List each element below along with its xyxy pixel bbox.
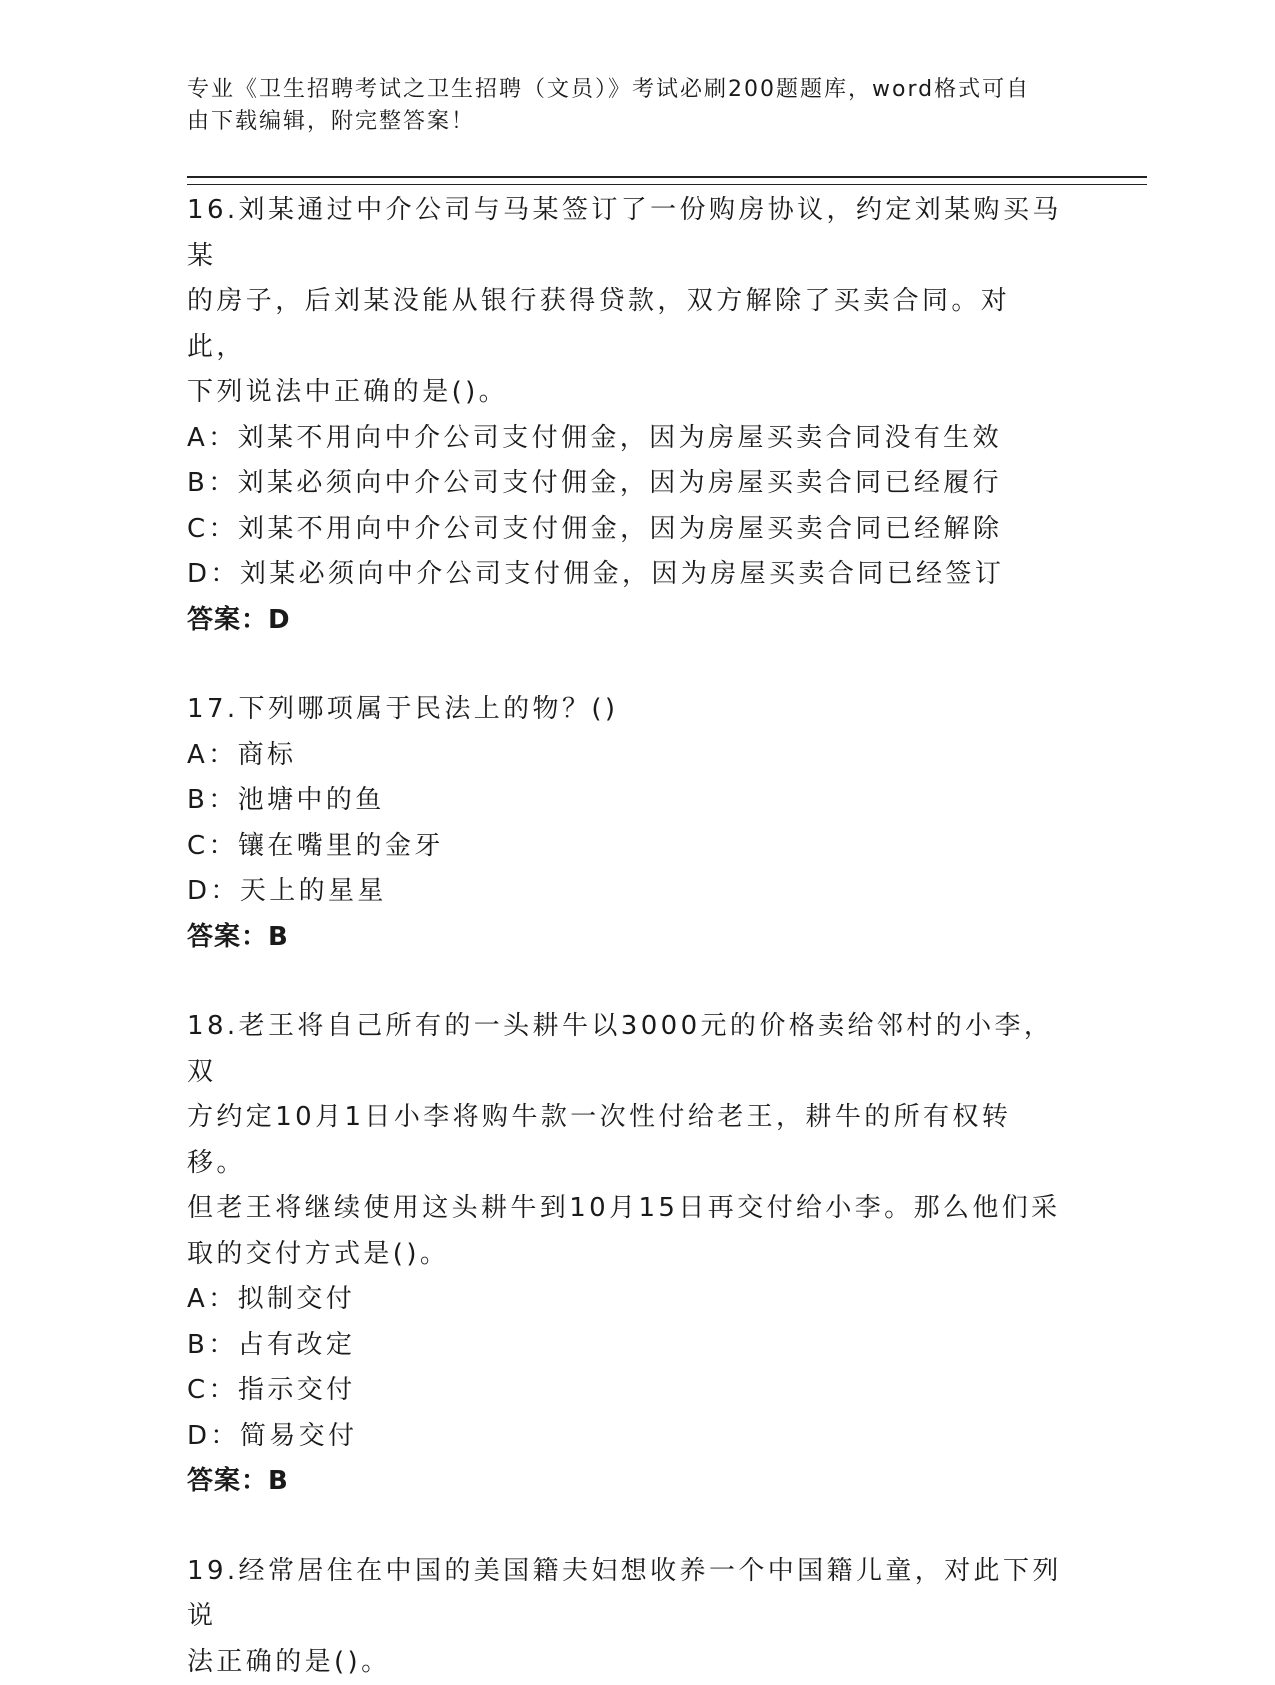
question-17	[187, 687, 1107, 960]
question-stem-line: 的房子，后刘某没能从银行获得贷款，双方解除了买卖合同。对此，	[187, 279, 1067, 370]
question-stem-line: 但老王将继续使用这头耕牛到10月15日再交付给小李。那么他们采	[187, 1186, 1067, 1232]
option-d: D：刘某必须向中介公司支付佣金，因为房屋买卖合同已经签订	[187, 552, 1107, 598]
option-d: D：天上的星星	[187, 869, 1107, 915]
header-divider	[187, 176, 1147, 185]
option-c: C：镶在嘴里的金牙	[187, 824, 1107, 870]
question-stem-line: 方约定10月1日小李将购牛款一次性付给老王，耕牛的所有权转移。	[187, 1095, 1067, 1186]
option-b: B：池塘中的鱼	[187, 778, 1107, 824]
option-c: C：指示交付	[187, 1368, 1107, 1414]
question-stem-line: 18.老王将自己所有的一头耕牛以3000元的价格卖给邻村的小李，双	[187, 1004, 1067, 1095]
question-16	[187, 188, 1107, 643]
question-stem-line: 取的交付方式是()。	[187, 1232, 1067, 1278]
option-a: A：刘某不用向中介公司支付佣金，因为房屋买卖合同没有生效	[187, 416, 1107, 462]
question-stem-line: 下列说法中正确的是()。	[187, 370, 1067, 416]
question-18	[187, 1004, 1107, 1505]
header-line-2: 由下载编辑，附完整答案！	[187, 106, 1067, 138]
option-c: C：刘某不用向中介公司支付佣金，因为房屋买卖合同已经解除	[187, 507, 1107, 553]
option-d: D：简易交付	[187, 1414, 1107, 1460]
answer-label: 答案：B	[187, 915, 1107, 961]
document-header	[187, 74, 1067, 138]
option-b: B：刘某必须向中介公司支付佣金，因为房屋买卖合同已经履行	[187, 461, 1107, 507]
question-list	[187, 188, 1107, 1685]
question-stem-line: 法正确的是()。	[187, 1640, 1067, 1685]
question-19	[187, 1549, 1107, 1685]
answer-label: 答案：D	[187, 598, 1107, 644]
answer-label: 答案：B	[187, 1459, 1107, 1505]
question-stem-line: 19.经常居住在中国的美国籍夫妇想收养一个中国籍儿童，对此下列说	[187, 1549, 1067, 1640]
question-stem-line: 17.下列哪项属于民法上的物？()	[187, 687, 1067, 733]
option-b: B：占有改定	[187, 1323, 1107, 1369]
header-line-1: 专业《卫生招聘考试之卫生招聘（文员）》考试必刷200题题库，word格式可自	[187, 74, 1067, 106]
option-a: A：商标	[187, 733, 1107, 779]
question-stem-line: 16.刘某通过中介公司与马某签订了一份购房协议，约定刘某购买马某	[187, 188, 1067, 279]
option-a: A：拟制交付	[187, 1277, 1107, 1323]
